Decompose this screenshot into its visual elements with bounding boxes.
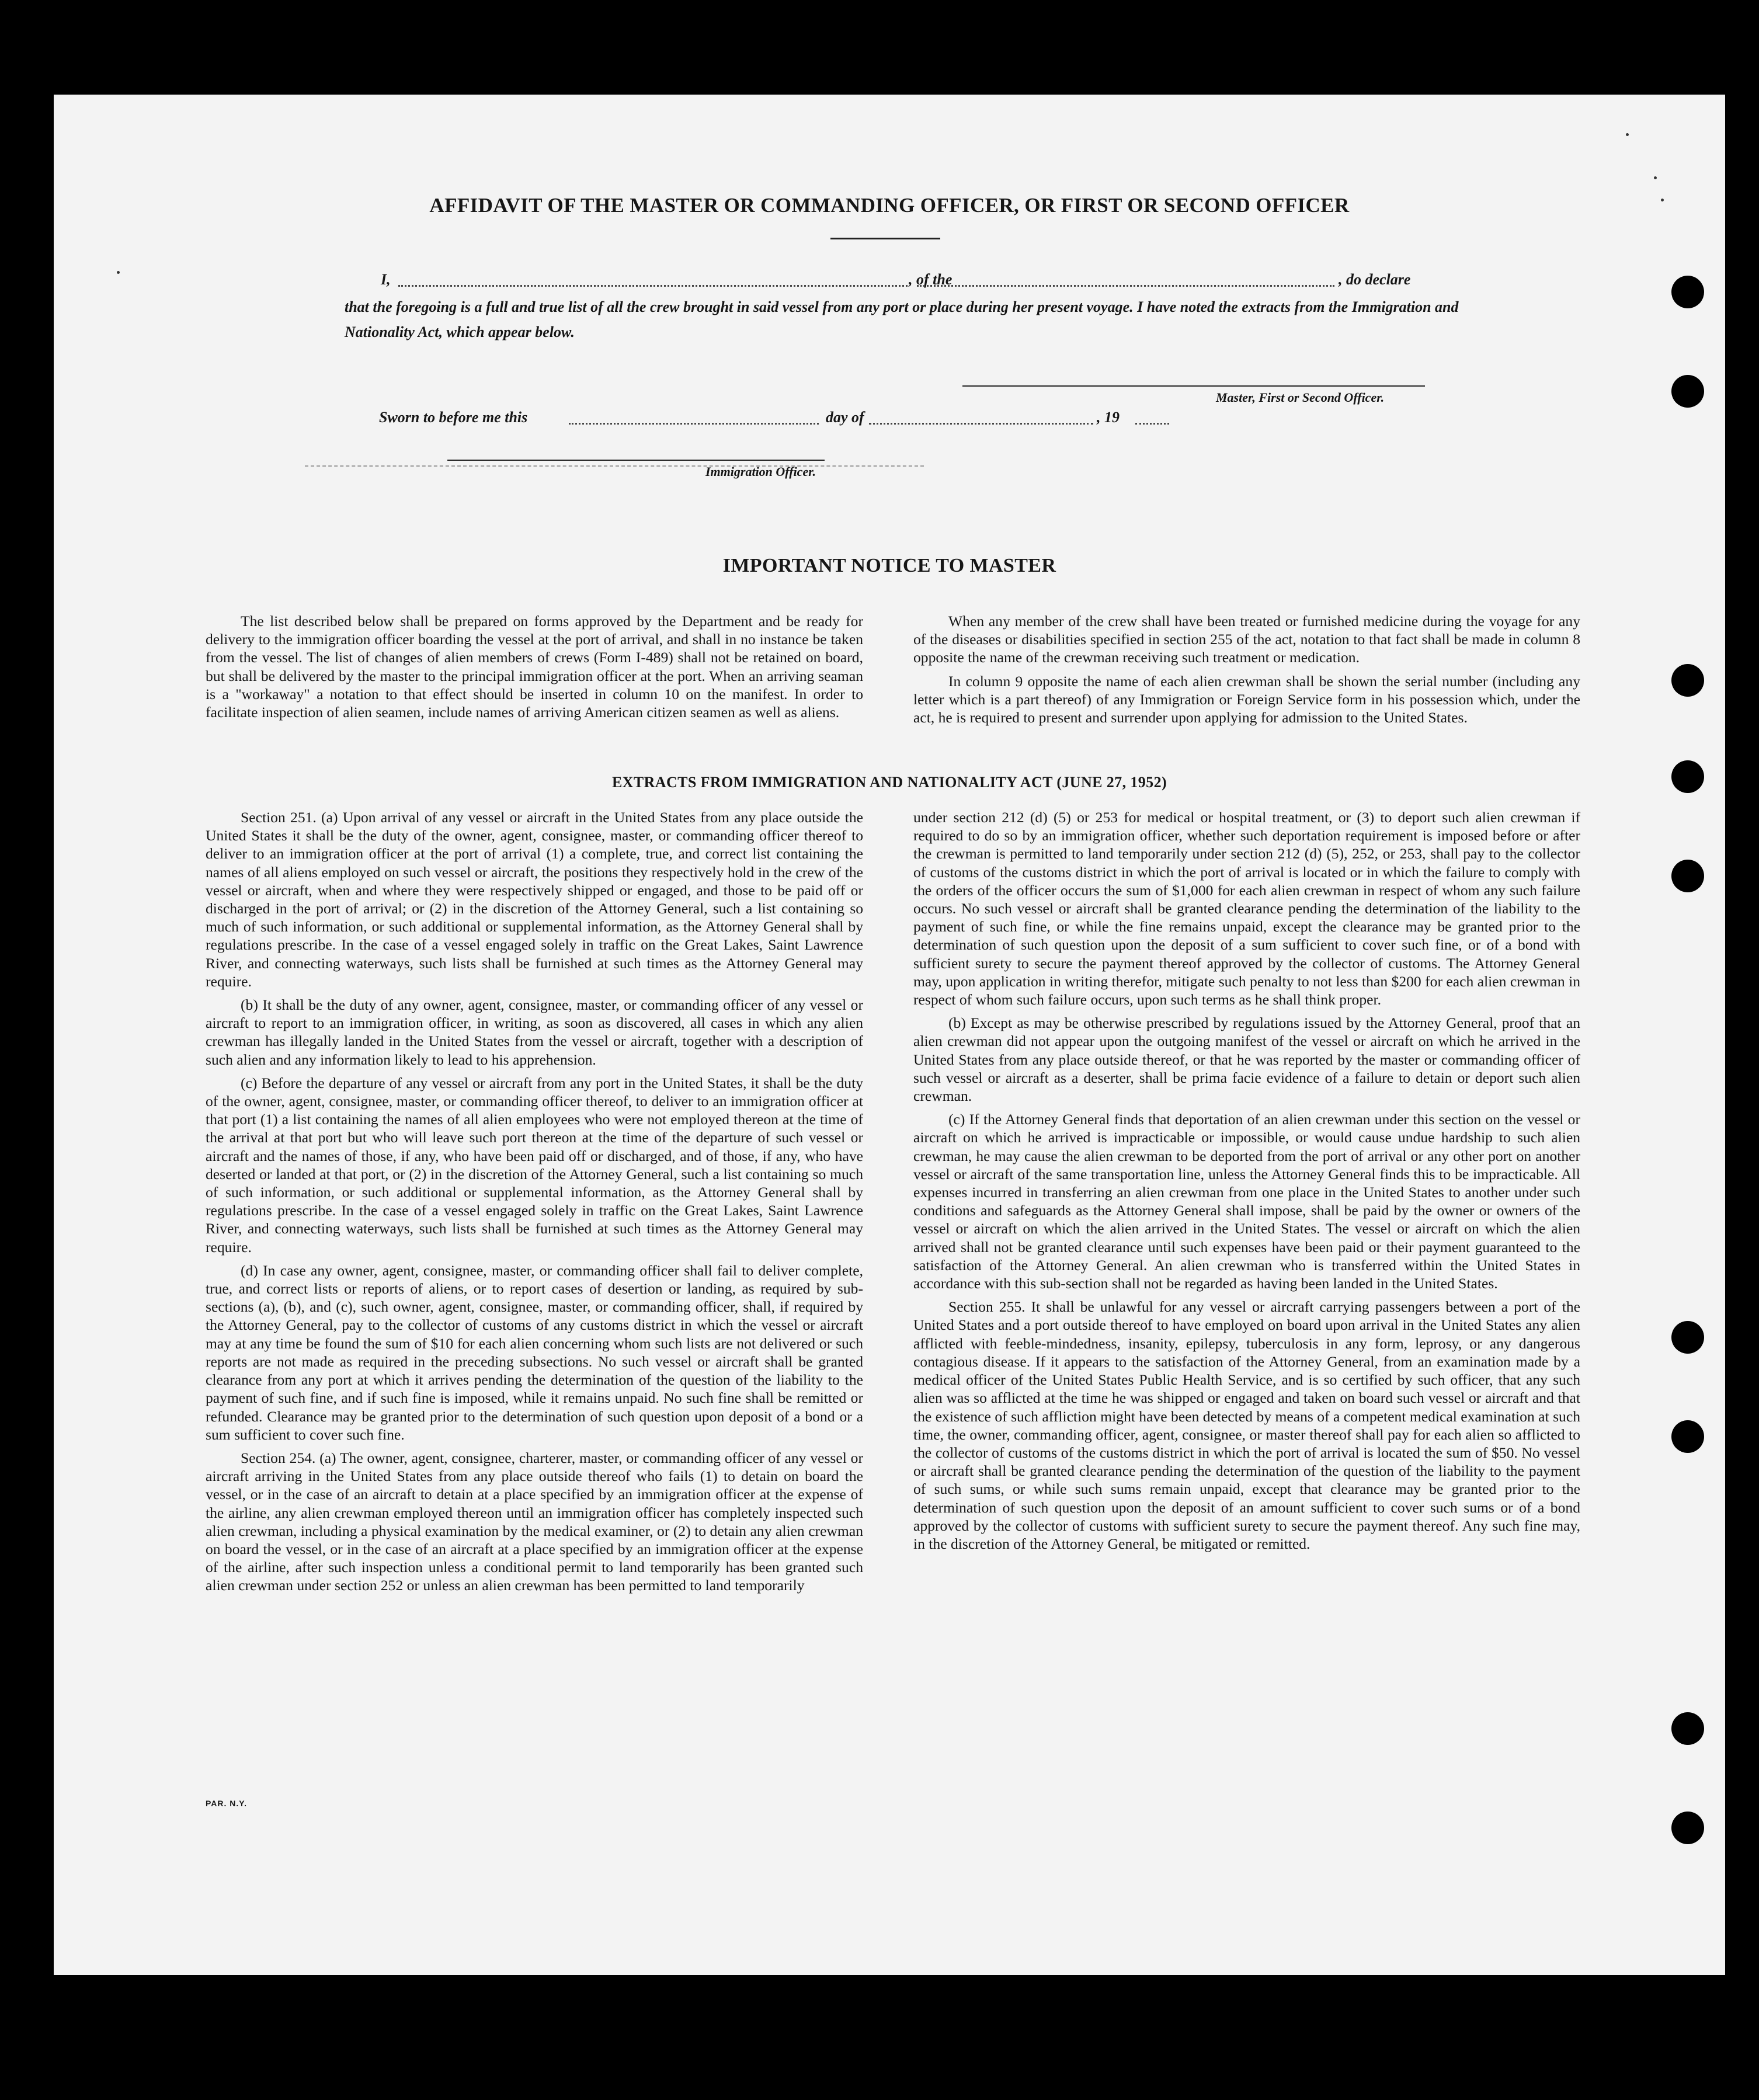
scan-speck [1661,199,1664,201]
faint-rule [305,465,924,467]
punch-hole [1671,1812,1704,1844]
notice-paragraph: The list described below shall be prepared on forms approved by the Department and be ready for delivery to the immigration officer boarding the vessel at the port of arrival, and shall in no instance be taken from the vessel. The list of changes of alien members of crews (Form I-489) shall not be retained on board, but shall be delivered by the master to the principal immigration officer at the port. When an arriving seaman is a "workaway" a notation to that effect should be inserted in column 10 on the manifest. In order to facilitate inspection of alien seamen, include names of arriving American citizen seamen as well as aliens. [206,613,863,721]
title-underline [830,238,940,239]
section-251b: (b) It shall be the duty of any owner, agent, consignee, master, or commanding officer of any vessel or aircraft to report to an immigration officer, in writing, as soon as discovered, all cases in which any alien crewman has illegally landed in the United States from the vessel or aircraft, together with a description of such alien and any information likely to lead to his apprehension. [206,996,863,1068]
section-255: Section 255. It shall be unlawful for any vessel or aircraft carrying passengers between a port of the United States and a port outside thereof to have employed on board upon arrival in the United States any alien afflicted with feeble-mindedness, insanity, epilepsy, tuberculosis in any form, leprosy, or any dangerous contagious disease. If it appears to the satisfaction of the Attorney General, from an examination made by a medical officer of the United States Public Health Service, and is so certified by such officer, that any such alien was so afflicted at the time he was shipped or engaged and taken on board such vessel or aircraft and that the existence of such affliction might have been detected by means of a competent medical examination at such time, the owner, commanding officer, agent, consignee, or master thereof shall pay for each alien so afflicted to the collector of customs of the customs district in which the port of arrival is located the sum of $50. No vessel or aircraft shall be granted clearance pending the determination of the question of the liability to the payment of such sums, or while such sums remain unpaid, except that clearance may be granted prior to the determination of such question upon the deposit of an amount sufficient to cover such sums or of a bond approved by the collector of customs with sufficient surety to secure the payment thereof. Any such fine may, in the discretion of the Attorney General, be mitigated or remitted. [913,1298,1580,1552]
notice-right-column [913,612,1580,732]
section-254a-continued: under section 212 (d) (5) or 253 for medical or hospital treatment, or (3) to deport such alien crewman if required to do so by an immigration officer, whether such deportation requirement is imposed before or after the crewman is permitted to land temporarily under section 212 (d) (5), 252, or 253, shall pay to the collector of customs of the customs district in which the port of arrival is located or in which the failure to comply with the orders of the officer occurs the sum of $1,000 for each alien crewman in respect of whom any such failure occurs. No such vessel or aircraft shall be granted clearance pending the determination of the liability to the payment of such fine, or while the fine remains unpaid, except the clearance may be granted prior to the determination of such question upon the deposit of a sum sufficient to cover such fine, or of a bond with sufficient surety to secure the payment thereof approved by the collector of customs. The Attorney General may, upon application in writing therefor, mitigate such penalty to not less than $200 for each alien crewman in respect of whom such failure occurs, upon such terms as he shall think proper. [913,809,1580,1009]
punch-hole [1671,664,1704,697]
punch-hole [1671,276,1704,308]
vessel-name-field[interactable] [917,285,1334,287]
officer-signature-label: Immigration Officer. [705,464,816,479]
year-label: , 19 [1097,409,1120,426]
section-251c: (c) Before the departure of any vessel or aircraft from any port in the United States, it shall be the duty of the owner, agent, consignee, master, or commanding officer thereof, to deliver to an immigration officer at that port (1) a list containing the names of all alien employees who were not employed thereon at the time of the arrival at that port but who will leave such port thereon at the time of the departure of such vessel or aircraft and the names of those, if any, who have been paid off or discharged, and of those, if any, who have deserted or landed at that port, or (2) in the discretion of the Attorney General, such a list containing so much of such information, or such additional or supplemental information, as the Attorney General shall by regulations prescribe. In the case of a vessel engaged solely in traffic on the Great Lakes, Saint Lawrence River, and connecting waterways, such lists shall be furnished at such times as the Attorney General may require. [206,1074,863,1256]
sworn-month-field[interactable] [869,423,1093,425]
master-signature-label: Master, First or Second Officer. [1216,390,1385,405]
section-254a: Section 254. (a) The owner, agent, consignee, charterer, master, or commanding officer of any vessel or aircraft arriving in the United States from any place outside thereof who fails (1) to detain on board the vessel, or in the case of an aircraft to detain at a place specified by an immigration officer at the expense of the airline, any alien crewman employed thereon until an immigration officer has completely inspected such alien crewman, including a physical examination by the medical examiner, or (2) to detain any alien crewman on board the vessel, or in the case of an aircraft at a place specified by an immigration officer at the expense of the airline, after such inspection unless a conditional permit to land temporarily has been granted such alien crewman under section 252 or unless an alien crewman has been permitted to land temporarily [206,1449,863,1594]
punch-hole [1671,375,1704,408]
punch-hole [1671,1712,1704,1745]
declare-label: , do declare [1339,271,1411,288]
section-254b: (b) Except as may be otherwise prescribed by regulations issued by the Attorney General, proof that an alien crewman did not appear upon the outgoing manifest of the vessel or aircraft on which he arrived in the United States from any place outside thereof, or that he was reported by the master or commanding officer of such vessel or aircraft as a deserter, shall be prima facie evidence of a failure to detain or deport such alien crewman. [913,1014,1580,1105]
master-signature-line[interactable] [962,385,1425,387]
vessel-label: , of the [909,271,952,288]
sworn-day-field[interactable] [569,423,819,425]
affiant-label: I, [381,271,391,288]
scan-speck [1654,176,1657,179]
section-254c: (c) If the Attorney General finds that deportation of an alien crewman under this section on the vessel or aircraft on which he arrived is impracticable or impossible, or would cause undue hardship to such alien crewman, he may cause the alien crewman to be deported from the port of arrival or any other port on another vessel or aircraft of the same transportation line, unless the Attorney General finds this to be impracticable. All expenses incurred in transferring an alien crewman from one place in the United States to another under such conditions and safeguards as the Attorney General shall impose, shall be paid by the owner or owners of the vessel or aircraft on which the alien arrived in the United States. The vessel or aircraft on which the alien arrived shall not be granted clearance until such expenses have been paid or their payment guaranteed to the satisfaction of the Attorney General. An alien crewman who is transferred within the United States in accordance with this sub-section shall not be regarded as having been landed in the United States. [913,1111,1580,1292]
affiant-name-field[interactable] [398,285,908,287]
sworn-year-field[interactable] [1135,423,1169,425]
declaration-text: that the foregoing is a full and true list of all the crew brought in said vessel from any port or place during her present voyage. I have noted the extracts from the Immigration and Nationality Act, which appear below. [345,298,1459,340]
section-251a: Section 251. (a) Upon arrival of any vessel or aircraft in the United States from any place outside the United States it shall be the duty of the owner, agent, consignee, master, or commanding officer thereof to deliver to an immigration officer at the port of arrival (1) a complete, true, and correct list containing the names of all aliens employed on such vessel or aircraft, the positions they respectively hold in the crew of the vessel or aircraft, when and where they were respectively shipped or engaged, and those to be paid off or discharged in the port of arrival; or (2) in the discretion of the Attorney General, such a list containing so much of such information, or such additional or supplemental information, as the Attorney General shall by regulations prescribe. In the case of a vessel engaged solely in traffic on the Great Lakes, Saint Lawrence River, and connecting waterways, such lists shall be furnished at such times as the Attorney General may require. [206,809,863,990]
extracts-right-column [913,808,1580,1558]
notice-paragraph: In column 9 opposite the name of each alien crewman shall be shown the serial number (including any letter which is a part thereof) of any Immigration or Foreign Service form in his possession which, under the act, he is required to present and surrender upon applying for admission to the United States. [913,672,1580,726]
notice-left-column [206,612,863,726]
punch-hole [1671,1321,1704,1354]
affidavit-title: AFFIDAVIT OF THE MASTER OR COMMANDING OFFICER, OR FIRST OR SECOND OFFICER [429,194,1350,217]
document-page [54,95,1725,1975]
notice-paragraph: When any member of the crew shall have been treated or furnished medicine during the voyage for any of the diseases or disabilities specified in section 255 of the act, notation to that fact shall be made in column 8 opposite the name of the crewman receiving such treatment or medication. [913,613,1580,666]
scan-speck [1626,133,1629,136]
day-of-label: day of [826,409,864,426]
notice-title: IMPORTANT NOTICE TO MASTER [722,555,1056,576]
section-251d: (d) In case any owner, agent, consignee, master, or commanding officer shall fail to deliver complete, true, and correct lists or reports of aliens, or to report cases of desertion or landing, as required by sub-sections (a), (b), and (c), such owner, agent, consignee, master, or commanding officer, shall, if required by the Attorney General, pay to the collector of customs of any customs district in which the vessel or aircraft may at any time be found the sum of $10 for each alien concerning whom such lists are not delivered or such reports are not made as required in the preceding subsections. No such vessel or aircraft shall be granted clearance from any port at which it arrives pending the determination of the question of the liability to the payment of such fine, and if such fine is imposed, while it remains unpaid. No such fine shall be remitted or refunded. Clearance may be granted prior to the determination of such question upon deposit of a bond or a sum sufficient to cover such fine. [206,1261,863,1443]
officer-signature-line[interactable] [447,460,825,461]
scan-speck [117,271,120,274]
punch-hole [1671,860,1704,892]
extracts-left-column [206,808,863,1600]
printer-mark: PAR. N.Y. [206,1799,247,1808]
punch-hole [1671,760,1704,793]
extracts-title: EXTRACTS FROM IMMIGRATION AND NATIONALITY ACT (JUNE 27, 1952) [611,774,1167,791]
sworn-label: Sworn to before me this [379,409,528,426]
punch-hole [1671,1420,1704,1453]
